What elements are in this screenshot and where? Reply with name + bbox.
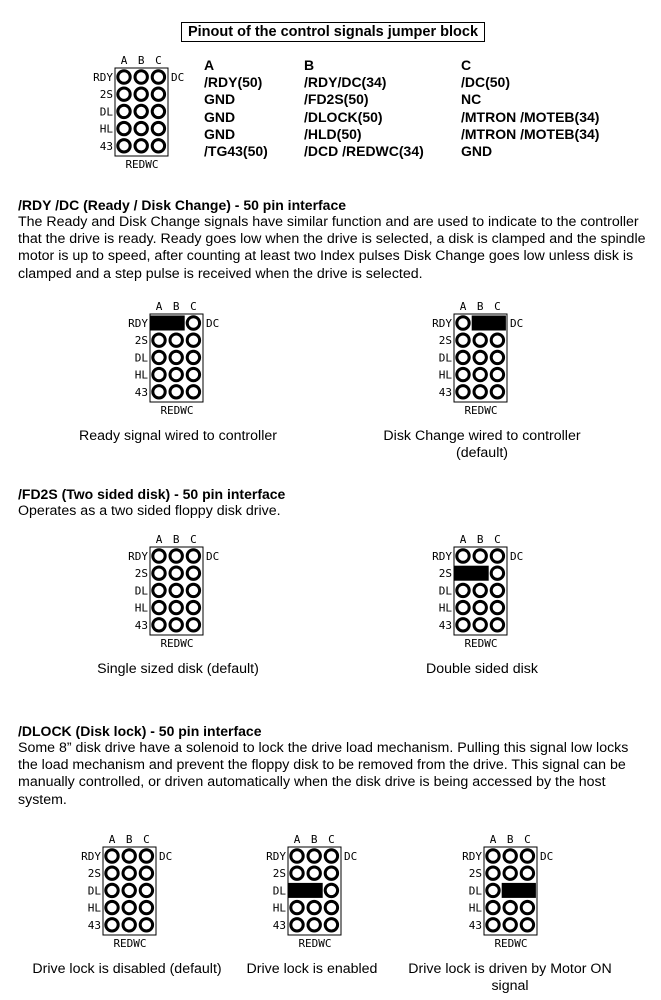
- pinout-header-a: A: [204, 57, 215, 73]
- jumper-pin: [152, 71, 164, 83]
- pinout-cell: /RDY/DC(34): [304, 74, 387, 91]
- bottom-label: REDWC: [125, 158, 159, 171]
- jumper-pin: [457, 584, 469, 596]
- figure-double-sided: [424, 533, 524, 660]
- row-label: DL: [438, 584, 452, 598]
- jumper-block-outline: [454, 547, 507, 635]
- jumper-pin: [504, 901, 516, 913]
- row-label: 43: [438, 385, 452, 399]
- column-letter: A: [155, 300, 163, 313]
- pinout-cell: /MTRON /MOTEB(34): [461, 125, 600, 142]
- jumper-pin: [187, 567, 199, 579]
- jumper-pin: [308, 919, 320, 931]
- jumper-block-pinout: [85, 54, 185, 181]
- bottom-label: REDWC: [160, 637, 194, 650]
- pinout-cell: GND: [461, 142, 493, 159]
- jumper-pin: [521, 850, 533, 862]
- jumper-pin: [325, 901, 337, 913]
- jumper-pin: [170, 351, 182, 363]
- column-letter: B: [310, 833, 318, 846]
- caption-lock-enabled: Drive lock is enabled: [246, 961, 378, 977]
- jumper-pin: [491, 601, 503, 613]
- jumper-pin: [457, 386, 469, 398]
- jumper-pin: [135, 88, 147, 100]
- row-label: 43: [272, 918, 286, 932]
- jumper-pin: [170, 601, 182, 613]
- row-label: RDY: [266, 850, 286, 863]
- column-letter: B: [137, 54, 145, 67]
- jumper-pin: [457, 317, 469, 329]
- jumper-block-diagram: [120, 300, 220, 422]
- row-label: RDY: [432, 317, 452, 330]
- jumper-pin: [187, 619, 199, 631]
- jumper-pin: [187, 368, 199, 380]
- pinout-cell: /HLD(50): [304, 125, 362, 142]
- jumper-pin: [457, 351, 469, 363]
- jumper-block-outline: [150, 547, 203, 635]
- pinout-cell: GND: [204, 125, 236, 142]
- jumper-pin: [487, 919, 499, 931]
- column-letter: C: [190, 300, 197, 313]
- jumper-pin: [491, 334, 503, 346]
- row-label: 2S: [134, 334, 148, 348]
- jumper-pin: [491, 619, 503, 631]
- jumper-pin: [135, 105, 147, 117]
- right-label: DC: [171, 71, 185, 84]
- pinout-column-a: [204, 57, 268, 160]
- jumper-pin: [325, 850, 337, 862]
- jumper-pin: [457, 601, 469, 613]
- section-text-rdy-dc: The Ready and Disk Change signals have similar function and are used to indicate to the controller that the drive is ready. Ready goes low when the drive is selected, a disk is clamped and the spindle motor is up to speed, after counting at least two Index pulses Disk Change goes low unless disk is clamped and a step pulse is received when the drive is selected.: [18, 214, 646, 282]
- row-label: 2S: [99, 88, 113, 102]
- pinout-header-c: C: [461, 57, 472, 73]
- jumper-pin: [521, 919, 533, 931]
- jumper-block-outline: [115, 68, 168, 156]
- jumper-bridge: [502, 883, 536, 898]
- jumper-pin: [152, 88, 164, 100]
- jumper-pin: [106, 919, 118, 931]
- column-letter: B: [476, 300, 484, 313]
- row-label: DL: [438, 351, 452, 365]
- jumper-pin: [140, 901, 152, 913]
- pinout-cell: /TG43(50): [204, 142, 268, 159]
- column-letter: A: [459, 533, 467, 546]
- jumper-pin: [153, 567, 165, 579]
- column-letter: B: [125, 833, 133, 846]
- jumper-pin: [135, 122, 147, 134]
- column-letter: C: [155, 54, 162, 67]
- jumper-pin: [153, 368, 165, 380]
- column-letter: B: [172, 300, 180, 313]
- row-label: 2S: [134, 567, 148, 581]
- row-label: DL: [468, 884, 482, 898]
- pinout-cell: GND: [204, 108, 236, 125]
- jumper-pin: [487, 901, 499, 913]
- jumper-pin: [474, 601, 486, 613]
- jumper-pin: [106, 884, 118, 896]
- right-label: DC: [206, 550, 220, 563]
- row-label: 43: [134, 385, 148, 399]
- jumper-pin: [118, 122, 130, 134]
- right-label: DC: [159, 850, 173, 863]
- jumper-pin: [118, 71, 130, 83]
- row-label: 43: [99, 139, 113, 153]
- jumper-pin: [170, 386, 182, 398]
- jumper-pin: [474, 386, 486, 398]
- jumper-pin: [140, 919, 152, 931]
- column-letter: B: [172, 533, 180, 546]
- jumper-pin: [491, 584, 503, 596]
- row-label: RDY: [93, 71, 113, 84]
- column-letter: C: [190, 533, 197, 546]
- jumper-pin: [457, 334, 469, 346]
- jumper-pin: [135, 71, 147, 83]
- row-label: 2S: [468, 867, 482, 881]
- jumper-pin: [153, 386, 165, 398]
- row-label: 2S: [272, 867, 286, 881]
- column-letter: C: [143, 833, 150, 846]
- section-heading-fd2s: /FD2S (Two sided disk) - 50 pin interface: [18, 486, 286, 502]
- row-label: DL: [272, 884, 286, 898]
- row-label: 43: [468, 918, 482, 932]
- right-label: DC: [510, 317, 524, 330]
- row-label: RDY: [81, 850, 101, 863]
- caption-lock-disabled: Drive lock is disabled (default): [32, 961, 222, 977]
- row-label: 2S: [438, 334, 452, 348]
- column-letter: C: [328, 833, 335, 846]
- figure-lock-enabled: [258, 833, 358, 960]
- jumper-pin: [491, 368, 503, 380]
- jumper-pin: [123, 867, 135, 879]
- column-letter: A: [489, 833, 497, 846]
- jumper-pin: [187, 351, 199, 363]
- jumper-pin: [123, 919, 135, 931]
- jumper-pin: [457, 619, 469, 631]
- jumper-pin: [170, 584, 182, 596]
- caption-single-sided: Single sized disk (default): [97, 661, 259, 677]
- jumper-pin: [153, 334, 165, 346]
- jumper-pin: [140, 850, 152, 862]
- jumper-bridge: [455, 566, 489, 581]
- jumper-pin: [474, 584, 486, 596]
- row-label: RDY: [462, 850, 482, 863]
- jumper-bridge: [151, 316, 185, 331]
- bottom-label: REDWC: [464, 637, 498, 650]
- right-label: DC: [510, 550, 524, 563]
- jumper-block-diagram: [424, 300, 524, 422]
- section-heading-rdy-dc: /RDY /DC (Ready / Disk Change) - 50 pin interface: [18, 197, 347, 213]
- jumper-pin: [521, 867, 533, 879]
- jumper-pin: [504, 850, 516, 862]
- jumper-pin: [325, 884, 337, 896]
- bottom-label: REDWC: [494, 937, 528, 950]
- pinout-cell: NC: [461, 91, 482, 108]
- jumper-pin: [474, 619, 486, 631]
- jumper-pin: [118, 105, 130, 117]
- column-letter: B: [476, 533, 484, 546]
- figure-disk-change-wired: [424, 300, 524, 427]
- pinout-cell: /MTRON /MOTEB(34): [461, 108, 600, 125]
- jumper-pin: [187, 334, 199, 346]
- jumper-pin: [170, 550, 182, 562]
- pinout-cell: /DCD /REDWC(34): [304, 142, 424, 159]
- jumper-pin: [474, 368, 486, 380]
- jumper-pin: [504, 919, 516, 931]
- jumper-pin: [153, 351, 165, 363]
- jumper-pin: [170, 619, 182, 631]
- jumper-block-diagram: [258, 833, 358, 955]
- jumper-pin: [457, 550, 469, 562]
- jumper-pin: [118, 88, 130, 100]
- page-title: Pinout of the control signals jumper block: [181, 22, 485, 42]
- row-label: 2S: [438, 567, 452, 581]
- row-label: HL: [134, 368, 148, 382]
- row-label: DL: [99, 105, 113, 119]
- jumper-pin: [123, 884, 135, 896]
- jumper-pin: [491, 567, 503, 579]
- pinout-cell: /DC(50): [461, 74, 511, 91]
- column-letter: C: [494, 300, 501, 313]
- row-label: HL: [468, 901, 482, 915]
- jumper-pin: [187, 601, 199, 613]
- pinout-column-b: [304, 57, 424, 160]
- row-label: RDY: [128, 317, 148, 330]
- jumper-pin: [308, 850, 320, 862]
- jumper-pin: [123, 901, 135, 913]
- jumper-bridge: [472, 316, 506, 331]
- jumper-pin: [187, 386, 199, 398]
- jumper-pin: [291, 919, 303, 931]
- jumper-pin: [187, 584, 199, 596]
- right-label: DC: [206, 317, 220, 330]
- caption-lock-motor-on: Drive lock is driven by Motor ON signal: [408, 961, 612, 995]
- jumper-pin: [487, 850, 499, 862]
- row-label: 43: [438, 618, 452, 632]
- jumper-pin: [457, 368, 469, 380]
- jumper-pin: [187, 317, 199, 329]
- jumper-pin: [106, 901, 118, 913]
- jumper-pin: [308, 901, 320, 913]
- row-label: HL: [438, 368, 452, 382]
- right-label: DC: [540, 850, 554, 863]
- jumper-block-diagram: [424, 533, 524, 655]
- figure-ready-wired: [120, 300, 220, 427]
- column-letter: A: [459, 300, 467, 313]
- pinout-cell: /DLOCK(50): [304, 108, 383, 125]
- jumper-pin: [123, 850, 135, 862]
- column-letter: C: [494, 533, 501, 546]
- caption-ready-wired: Ready signal wired to controller: [79, 428, 277, 444]
- row-label: HL: [99, 122, 113, 136]
- jumper-pin: [152, 140, 164, 152]
- jumper-pin: [170, 334, 182, 346]
- jumper-pin: [140, 867, 152, 879]
- right-label: DC: [344, 850, 358, 863]
- row-label: RDY: [432, 550, 452, 563]
- jumper-pin: [140, 884, 152, 896]
- pinout-header-b: B: [304, 57, 315, 73]
- pinout-cell: /RDY(50): [204, 74, 263, 91]
- jumper-pin: [487, 884, 499, 896]
- bottom-label: REDWC: [160, 404, 194, 417]
- bottom-label: REDWC: [113, 937, 147, 950]
- jumper-block-diagram: [454, 833, 554, 955]
- caption-double-sided: Double sided disk: [426, 661, 538, 677]
- jumper-pin: [106, 867, 118, 879]
- jumper-pin: [153, 619, 165, 631]
- row-label: DL: [87, 884, 101, 898]
- jumper-pin: [291, 850, 303, 862]
- jumper-pin: [308, 867, 320, 879]
- figure-single-sided: [120, 533, 220, 660]
- section-text-fd2s: Operates as a two sided floppy disk drive.: [18, 503, 281, 519]
- jumper-pin: [152, 122, 164, 134]
- pinout-cell: GND: [204, 91, 236, 108]
- pinout-column-c: [461, 57, 599, 160]
- jumper-pin: [153, 601, 165, 613]
- jumper-pin: [187, 550, 199, 562]
- jumper-pin: [325, 919, 337, 931]
- bottom-label: REDWC: [464, 404, 498, 417]
- jumper-pin: [491, 550, 503, 562]
- jumper-block-outline: [103, 847, 156, 935]
- row-label: 2S: [87, 867, 101, 881]
- bottom-label: REDWC: [298, 937, 332, 950]
- jumper-block-diagram: [120, 533, 220, 655]
- jumper-pin: [153, 584, 165, 596]
- jumper-pin: [474, 550, 486, 562]
- jumper-pin: [118, 140, 130, 152]
- jumper-pin: [325, 867, 337, 879]
- figure-lock-disabled: [73, 833, 173, 960]
- row-label: HL: [87, 901, 101, 915]
- caption-disk-change-wired: Disk Change wired to controller (default): [383, 428, 581, 462]
- column-letter: B: [506, 833, 514, 846]
- column-letter: A: [120, 54, 128, 67]
- row-label: DL: [134, 584, 148, 598]
- jumper-pin: [474, 351, 486, 363]
- jumper-block-diagram: [85, 54, 185, 176]
- figure-lock-motor-on: [454, 833, 554, 960]
- row-label: 43: [134, 618, 148, 632]
- column-letter: C: [524, 833, 531, 846]
- jumper-block-diagram: [73, 833, 173, 955]
- jumper-pin: [474, 334, 486, 346]
- jumper-pin: [170, 567, 182, 579]
- jumper-pin: [487, 867, 499, 879]
- row-label: RDY: [128, 550, 148, 563]
- column-letter: A: [293, 833, 301, 846]
- jumper-pin: [291, 901, 303, 913]
- jumper-pin: [521, 901, 533, 913]
- pinout-cell: /FD2S(50): [304, 91, 369, 108]
- row-label: HL: [438, 601, 452, 615]
- jumper-pin: [291, 867, 303, 879]
- row-label: DL: [134, 351, 148, 365]
- jumper-pin: [491, 386, 503, 398]
- section-text-dlock: Some 8” disk drive have a solenoid to lock the drive load mechanism. Pulling this signal low locks the load mechanism and prevent the floppy disk to be removed from the drive. This signal can be manually controlled, or driven automatically when the disk drive is being accessed by the host system.: [18, 740, 629, 808]
- jumper-pin: [153, 550, 165, 562]
- jumper-bridge: [289, 883, 323, 898]
- row-label: 43: [87, 918, 101, 932]
- jumper-pin: [491, 351, 503, 363]
- column-letter: A: [155, 533, 163, 546]
- column-letter: A: [108, 833, 116, 846]
- row-label: HL: [272, 901, 286, 915]
- row-label: HL: [134, 601, 148, 615]
- jumper-pin: [135, 140, 147, 152]
- section-heading-dlock: /DLOCK (Disk lock) - 50 pin interface: [18, 723, 262, 739]
- jumper-pin: [152, 105, 164, 117]
- jumper-pin: [106, 850, 118, 862]
- jumper-pin: [170, 368, 182, 380]
- jumper-pin: [504, 867, 516, 879]
